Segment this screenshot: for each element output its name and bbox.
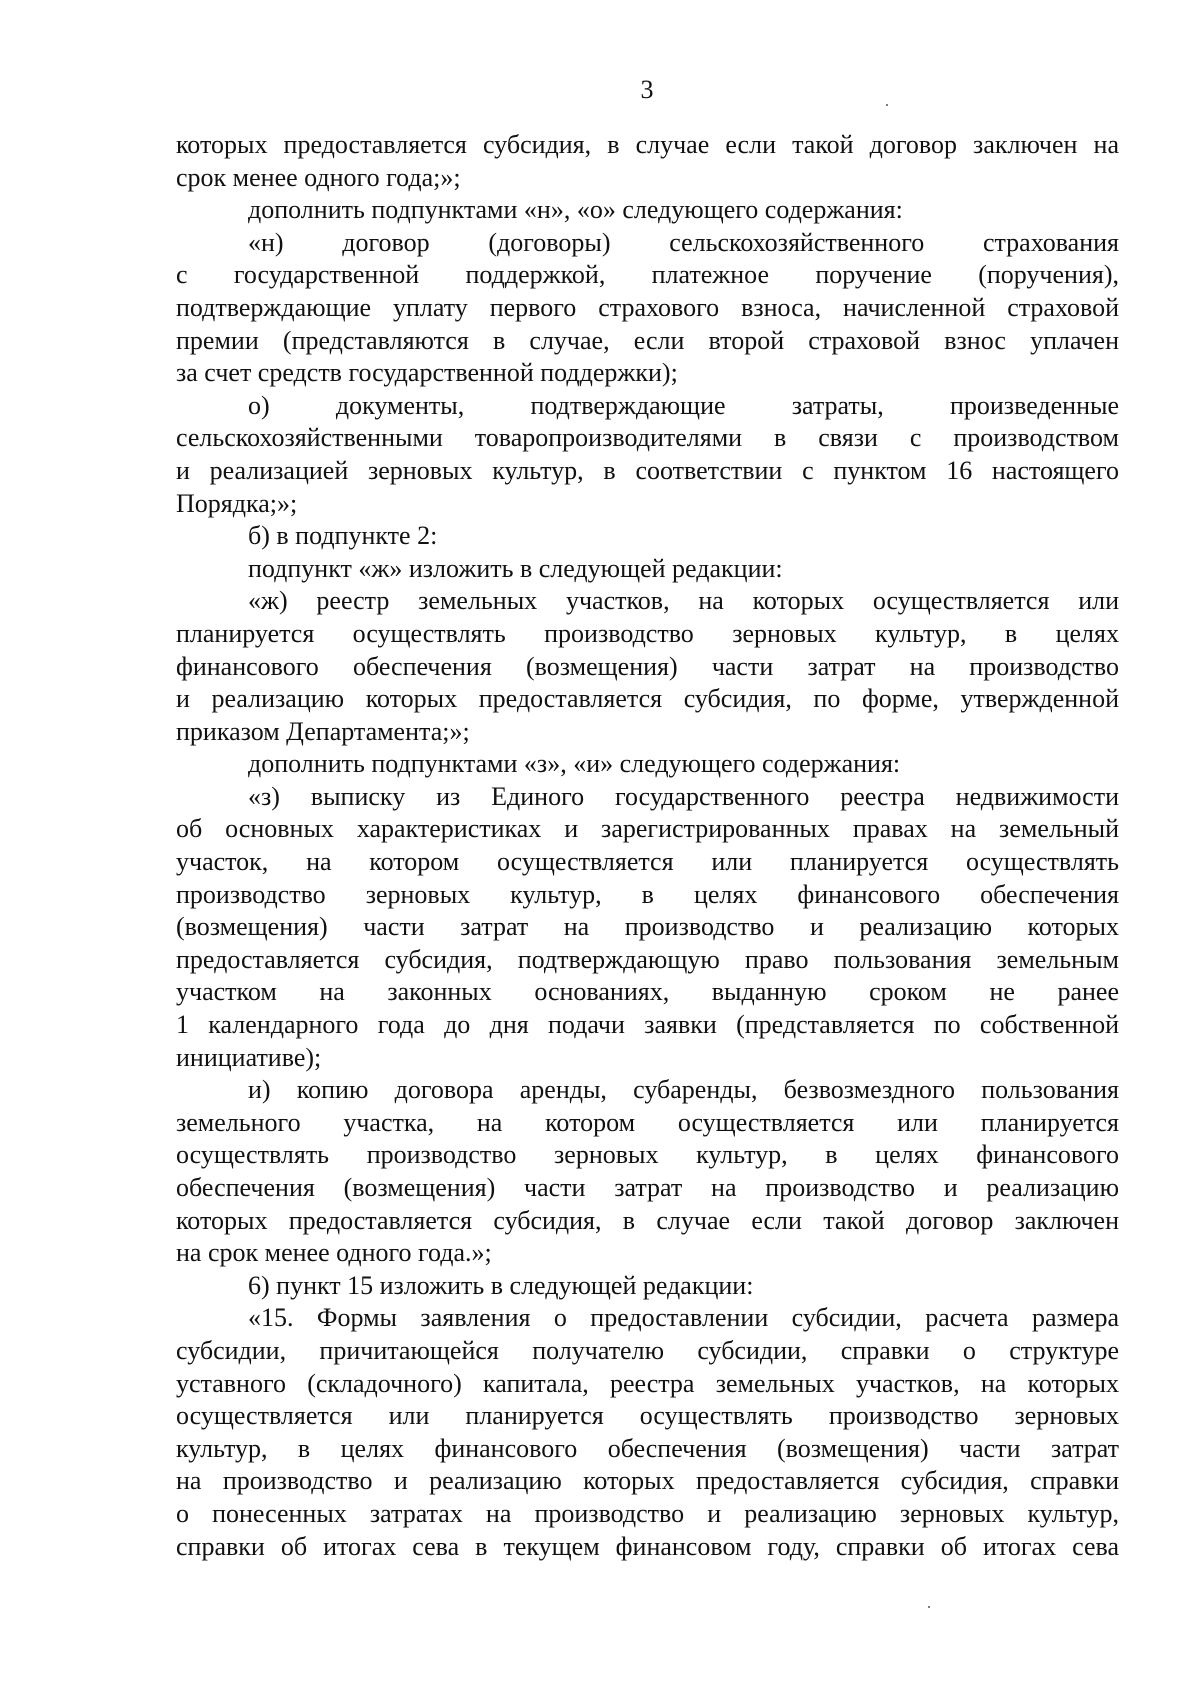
text-line: «15. Формы заявления о предоставлении субсидии, расчета размера (248, 1303, 1119, 1333)
text-line: с государственной поддержкой, платежное поручение (поручения), (176, 260, 1119, 290)
text-line: об основных характеристиках и зарегистрированных правах на земельный (176, 814, 1119, 844)
text-line: земельного участка, на котором осуществляется или планируется (176, 1107, 1119, 1137)
text-line: о понесенных затратах на производство и реализацию зерновых культур, (176, 1498, 1119, 1528)
text-line: осуществляется или планируется осуществлять производство зерновых (176, 1401, 1119, 1431)
text-line: на производство и реализацию которых предоставляется субсидия, справки (176, 1466, 1119, 1496)
text-line: финансового обеспечения (возмещения) части затрат на производство (176, 651, 1119, 681)
text-line: 6) пункт 15 изложить в следующей редакции: (248, 1270, 754, 1300)
text-line: сельскохозяйственными товаропроизводителями в связи с производством (176, 423, 1119, 453)
text-line: подпункт «ж» изложить в следующей редакции: (248, 553, 783, 583)
text-line: осуществлять производство зерновых культур, в целях финансового (176, 1140, 1119, 1170)
text-line: премии (представляются в случае, если второй страховой взнос уплачен (176, 325, 1119, 355)
text-line: уставного (складочного) капитала, реестра земельных участков, на которых (176, 1368, 1119, 1398)
text-line: которых предоставляется субсидия, в случае если такой договор заключен (176, 1205, 1119, 1235)
text-line: срок менее одного года;»; (176, 162, 461, 192)
text-line: «ж) реестр земельных участков, на которых осуществляется или (248, 586, 1119, 616)
text-line: «н) договор (договоры) сельскохозяйственного страхования (248, 227, 1119, 257)
text-line: и реализацию которых предоставляется субсидия, по форме, утвержденной (176, 684, 1119, 714)
text-line: и) копию договора аренды, субаренды, безвозмездного пользования (248, 1075, 1119, 1105)
text-line: производство зерновых культур, в целях финансового обеспечения (176, 879, 1119, 909)
text-line: 1 календарного года до дня подачи заявки (представляется по собственной (176, 1010, 1119, 1040)
text-line: дополнить подпунктами «з», «и» следующего содержания: (248, 749, 901, 779)
text-line: культур, в целях финансового обеспечения (возмещения) части затрат (176, 1433, 1119, 1463)
text-line: предоставляется субсидия, подтверждающую право пользования земельным (176, 944, 1119, 974)
text-line: дополнить подпунктами «н», «о» следующего содержания: (248, 195, 903, 225)
page-number: 3 (640, 75, 654, 104)
text-line: приказом Департамента;»; (176, 716, 470, 746)
text-line: за счет средств государственной поддержки); (176, 358, 678, 388)
scan-speck (886, 104, 888, 106)
text-line: «з) выписку из Единого государственного реестра недвижимости (248, 781, 1119, 811)
text-line: б) в подпункте 2: (248, 521, 438, 551)
text-line: участком на законных основаниях, выданную сроком не ранее (176, 977, 1119, 1007)
text-line: планируется осуществлять производство зерновых культур, в целях (176, 618, 1119, 648)
text-line: и реализацией зерновых культур, в соответствии с пунктом 16 настоящего (176, 455, 1119, 485)
text-line: на срок менее одного года.»; (176, 1238, 492, 1268)
text-line: подтверждающие уплату первого страхового взноса, начисленной страховой (176, 292, 1119, 322)
text-line: обеспечения (возмещения) части затрат на производство и реализацию (176, 1173, 1119, 1202)
text-line: субсидии, причитающейся получателю субсидии, справки о структуре (176, 1335, 1119, 1365)
text-line: справки об итогах сева в текущем финансовом году, справки об итогах сева (176, 1531, 1119, 1561)
text-line: которых предоставляется субсидия, в случае если такой договор заключен на (176, 130, 1119, 159)
document-body (176, 129, 1119, 1563)
text-line: Порядка;»; (176, 488, 298, 518)
text-line: инициативе); (176, 1042, 322, 1072)
text-line: (возмещения) части затрат на производство и реализацию которых (176, 912, 1119, 942)
scan-speck (928, 1606, 930, 1608)
text-line: о) документы, подтверждающие затраты, произведенные (248, 390, 1119, 420)
text-line: участок, на котором осуществляется или планируется осуществлять (176, 847, 1119, 877)
